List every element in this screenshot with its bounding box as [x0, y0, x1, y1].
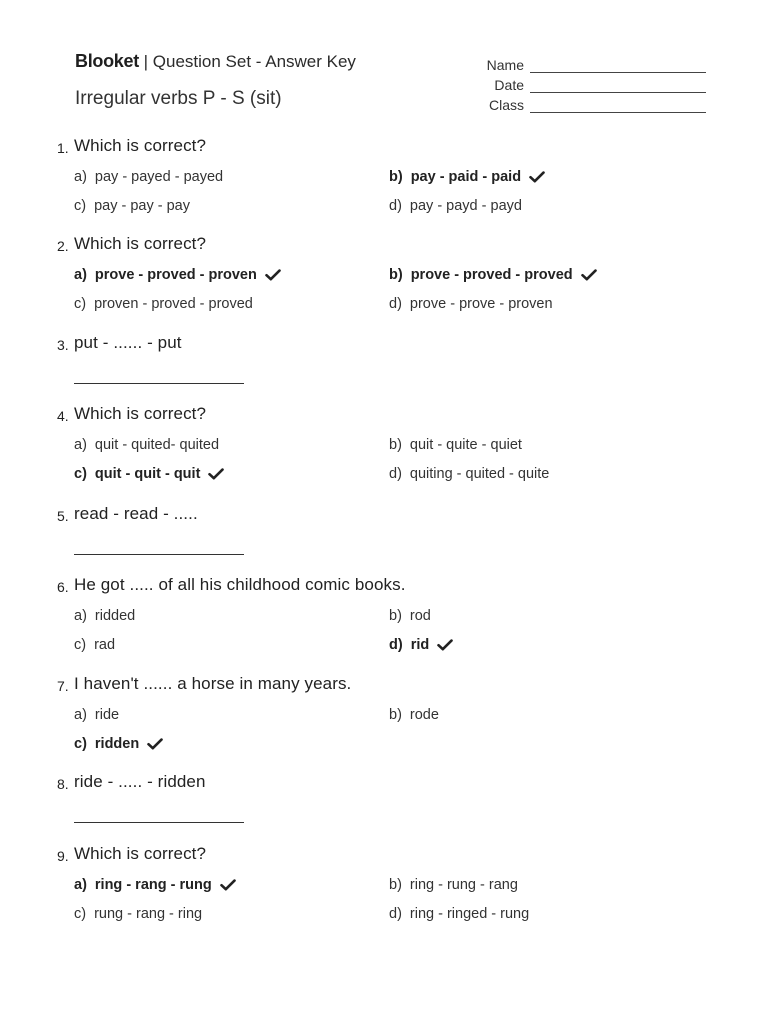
option-row	[74, 430, 717, 459]
option-row	[74, 700, 717, 729]
option-text: pay - payed - payed	[94, 168, 224, 185]
option-text: prove - proved - proved	[410, 266, 573, 283]
option-text: rode	[409, 706, 439, 723]
answer-option-a[interactable]	[74, 437, 389, 453]
title-line	[75, 50, 356, 73]
question-number: 8.	[57, 776, 69, 792]
question-text: He got ..... of all his childhood comic books.	[74, 575, 406, 594]
answer-option-d[interactable]	[389, 637, 704, 653]
option-text: quit - quited- quited	[94, 436, 220, 453]
option-row	[74, 191, 717, 220]
question-3	[57, 332, 717, 384]
class-row	[480, 93, 706, 113]
option-letter: b)	[389, 436, 402, 453]
answer-options	[74, 430, 717, 488]
option-letter: d)	[389, 905, 402, 922]
answer-option-b[interactable]	[389, 707, 704, 723]
answer-blank-line[interactable]	[74, 554, 244, 555]
option-letter: b)	[389, 706, 402, 723]
question-text: Which is correct?	[74, 136, 207, 155]
option-letter: b)	[389, 266, 403, 283]
question-header	[57, 574, 717, 598]
question-number: 1.	[57, 140, 69, 156]
option-letter: d)	[389, 465, 402, 482]
checkmark-icon	[581, 269, 597, 281]
option-letter: d)	[389, 197, 402, 214]
class-field-line[interactable]	[530, 100, 706, 113]
question-header	[57, 673, 717, 697]
answer-option-b[interactable]	[389, 267, 704, 283]
option-text: ring - rung - rang	[409, 876, 518, 893]
option-text: quit - quite - quiet	[409, 436, 522, 453]
option-row	[74, 289, 717, 318]
page-subtitle: Irregular verbs P - S (sit)	[75, 88, 282, 109]
option-text: ridden	[94, 735, 140, 752]
option-text: rod	[409, 607, 431, 624]
question-number: 2.	[57, 238, 69, 254]
answer-options	[74, 601, 717, 659]
question-2	[57, 233, 717, 318]
question-header	[57, 332, 717, 356]
brand-logo: Blooket	[75, 51, 139, 71]
option-text: prove - prove - proven	[409, 295, 553, 312]
answer-option-c[interactable]	[74, 296, 389, 312]
answer-option-c[interactable]	[74, 198, 389, 214]
date-label: Date	[494, 77, 524, 93]
question-number: 7.	[57, 678, 69, 694]
option-row	[74, 729, 717, 758]
checkmark-icon	[437, 639, 453, 651]
option-letter: d)	[389, 295, 402, 312]
option-row	[74, 630, 717, 659]
date-row	[480, 73, 706, 93]
option-text: prove - proved - proven	[94, 266, 257, 283]
question-text: Which is correct?	[74, 234, 207, 253]
option-letter: a)	[74, 266, 87, 283]
option-text: rung - rang - ring	[94, 905, 203, 922]
question-header	[57, 843, 717, 867]
option-row	[74, 899, 717, 928]
question-header	[57, 233, 717, 257]
answer-option-c[interactable]	[74, 736, 389, 752]
option-letter: c)	[74, 465, 87, 482]
option-letter: c)	[74, 295, 87, 312]
checkmark-icon	[529, 171, 545, 183]
header	[75, 50, 356, 111]
question-number: 3.	[57, 337, 69, 353]
answer-option-a[interactable]	[74, 877, 389, 893]
class-label: Class	[488, 97, 524, 113]
checkmark-icon	[220, 879, 236, 891]
answer-option-a[interactable]	[74, 707, 389, 723]
option-row	[74, 459, 717, 488]
question-text: read - read - .....	[74, 504, 198, 523]
option-text: ring - ringed - rung	[409, 905, 530, 922]
answer-options	[74, 162, 717, 220]
option-letter: c)	[74, 197, 87, 214]
question-6	[57, 574, 717, 659]
answer-blank-line[interactable]	[74, 822, 244, 823]
option-letter: a)	[74, 706, 87, 723]
option-letter: a)	[74, 876, 87, 893]
question-header	[57, 771, 717, 795]
question-text: Which is correct?	[74, 404, 207, 423]
question-text: Which is correct?	[74, 844, 207, 863]
question-4	[57, 403, 717, 488]
question-number: 5.	[57, 508, 69, 524]
answer-options	[74, 700, 717, 758]
answer-option-a[interactable]	[74, 608, 389, 624]
question-number: 6.	[57, 579, 69, 595]
question-number: 4.	[57, 408, 69, 424]
answer-option-c[interactable]	[74, 906, 389, 922]
answer-options	[74, 870, 717, 928]
answer-option-d[interactable]	[389, 296, 704, 312]
answer-option-b[interactable]	[389, 169, 704, 185]
name-row	[480, 53, 706, 73]
option-text: ride	[94, 706, 120, 723]
option-row	[74, 260, 717, 289]
checkmark-icon	[147, 738, 163, 750]
question-1	[57, 135, 717, 220]
date-field-line[interactable]	[530, 80, 706, 93]
option-text: ring - rang - rung	[94, 876, 212, 893]
answer-option-b[interactable]	[389, 608, 704, 624]
answer-option-a[interactable]	[74, 169, 389, 185]
answer-option-d[interactable]	[389, 198, 704, 214]
option-row	[74, 601, 717, 630]
question-text: put - ...... - put	[74, 333, 182, 352]
option-row	[74, 162, 717, 191]
name-field-line[interactable]	[530, 60, 706, 73]
question-header	[57, 503, 717, 527]
option-letter: c)	[74, 905, 87, 922]
checkmark-icon	[208, 468, 224, 480]
option-text: proven - proved - proved	[94, 295, 253, 312]
question-number: 9.	[57, 848, 69, 864]
option-text: pay - paid - paid	[410, 168, 522, 185]
option-text: rid	[410, 636, 430, 653]
question-5	[57, 503, 717, 555]
answer-option-b[interactable]	[389, 437, 704, 453]
answer-option-d[interactable]	[389, 466, 704, 482]
option-text: pay - payd - payd	[409, 197, 522, 214]
option-letter: a)	[74, 168, 87, 185]
answer-option-d[interactable]	[389, 906, 704, 922]
name-label: Name	[486, 57, 524, 73]
option-text: ridded	[94, 607, 136, 624]
question-header	[57, 403, 717, 427]
answer-option-c[interactable]	[74, 637, 389, 653]
option-letter: b)	[389, 876, 402, 893]
answer-option-a[interactable]	[74, 267, 389, 283]
option-row	[74, 870, 717, 899]
option-letter: b)	[389, 168, 403, 185]
option-letter: c)	[74, 636, 87, 653]
option-text: quiting - quited - quite	[409, 465, 550, 482]
question-8	[57, 771, 717, 823]
answer-option-c[interactable]	[74, 466, 389, 482]
option-letter: c)	[74, 735, 87, 752]
question-text: I haven't ...... a horse in many years.	[74, 674, 352, 693]
title-suffix: | Question Set - Answer Key	[143, 52, 356, 71]
checkmark-icon	[265, 269, 281, 281]
question-7	[57, 673, 717, 758]
option-letter: b)	[389, 607, 402, 624]
option-text: pay - pay - pay	[94, 197, 191, 214]
option-letter: a)	[74, 607, 87, 624]
student-info-block	[480, 53, 706, 113]
option-text: quit - quit - quit	[94, 465, 201, 482]
question-9	[57, 843, 717, 928]
answer-blank-line[interactable]	[74, 383, 244, 384]
answer-option-b[interactable]	[389, 877, 704, 893]
option-letter: a)	[74, 436, 87, 453]
option-letter: d)	[389, 636, 403, 653]
option-text: rad	[94, 636, 116, 653]
question-text: ride - ..... - ridden	[74, 772, 206, 791]
answer-options	[74, 260, 717, 318]
question-header	[57, 135, 717, 159]
